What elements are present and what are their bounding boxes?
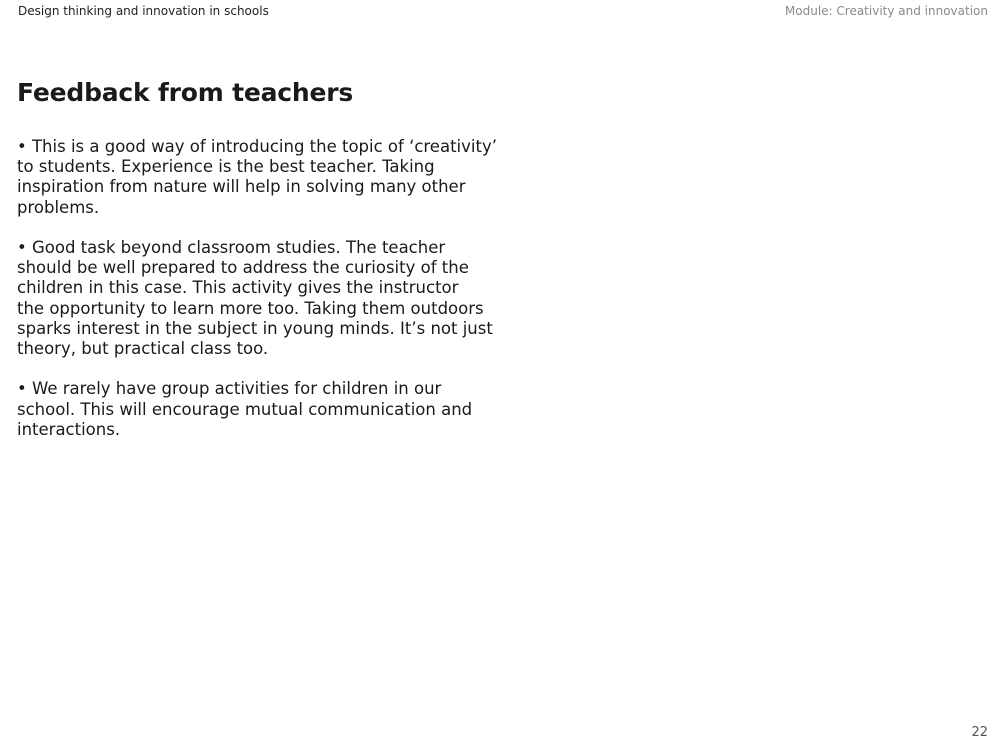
- feedback-line: to students. Experience is the best teacher. Taking: [17, 157, 435, 177]
- feedback-line: theory, but practical class too.: [17, 339, 269, 359]
- feedback-line: • Good task beyond classroom studies. The teacher: [17, 238, 446, 257]
- feedback-line: sparks interest in the subject in young minds. It’s not just: [17, 318, 493, 338]
- page-title: Feedback from teachers: [17, 78, 354, 107]
- feedback-line: children in this case. This activity gives the instructor: [17, 278, 459, 298]
- feedback-line: • This is a good way of introducing the topic of ‘creativity’: [17, 137, 497, 156]
- feedback-item-outdoor-task: [17, 238, 493, 359]
- feedback-line: inspiration from nature will help in solving many other: [17, 177, 466, 197]
- feedback-line: should be well prepared to address the curiosity of the: [17, 258, 469, 278]
- module-label: Module: Creativity and innovation: [784, 4, 988, 18]
- feedback-line: interactions.: [17, 419, 121, 439]
- page-number: 22: [971, 725, 988, 740]
- feedback-line: school. This will encourage mutual communication and: [17, 399, 473, 419]
- feedback-item-creativity: [17, 137, 497, 218]
- feedback-line: problems.: [17, 197, 100, 217]
- feedback-list: [17, 137, 497, 460]
- feedback-line: • We rarely have group activities for children in our: [17, 379, 442, 399]
- document-header-title: Design thinking and innovation in schools: [18, 4, 269, 18]
- feedback-line: the opportunity to learn more too. Taking them outdoors: [17, 298, 484, 318]
- feedback-item-group-activities: [17, 379, 473, 440]
